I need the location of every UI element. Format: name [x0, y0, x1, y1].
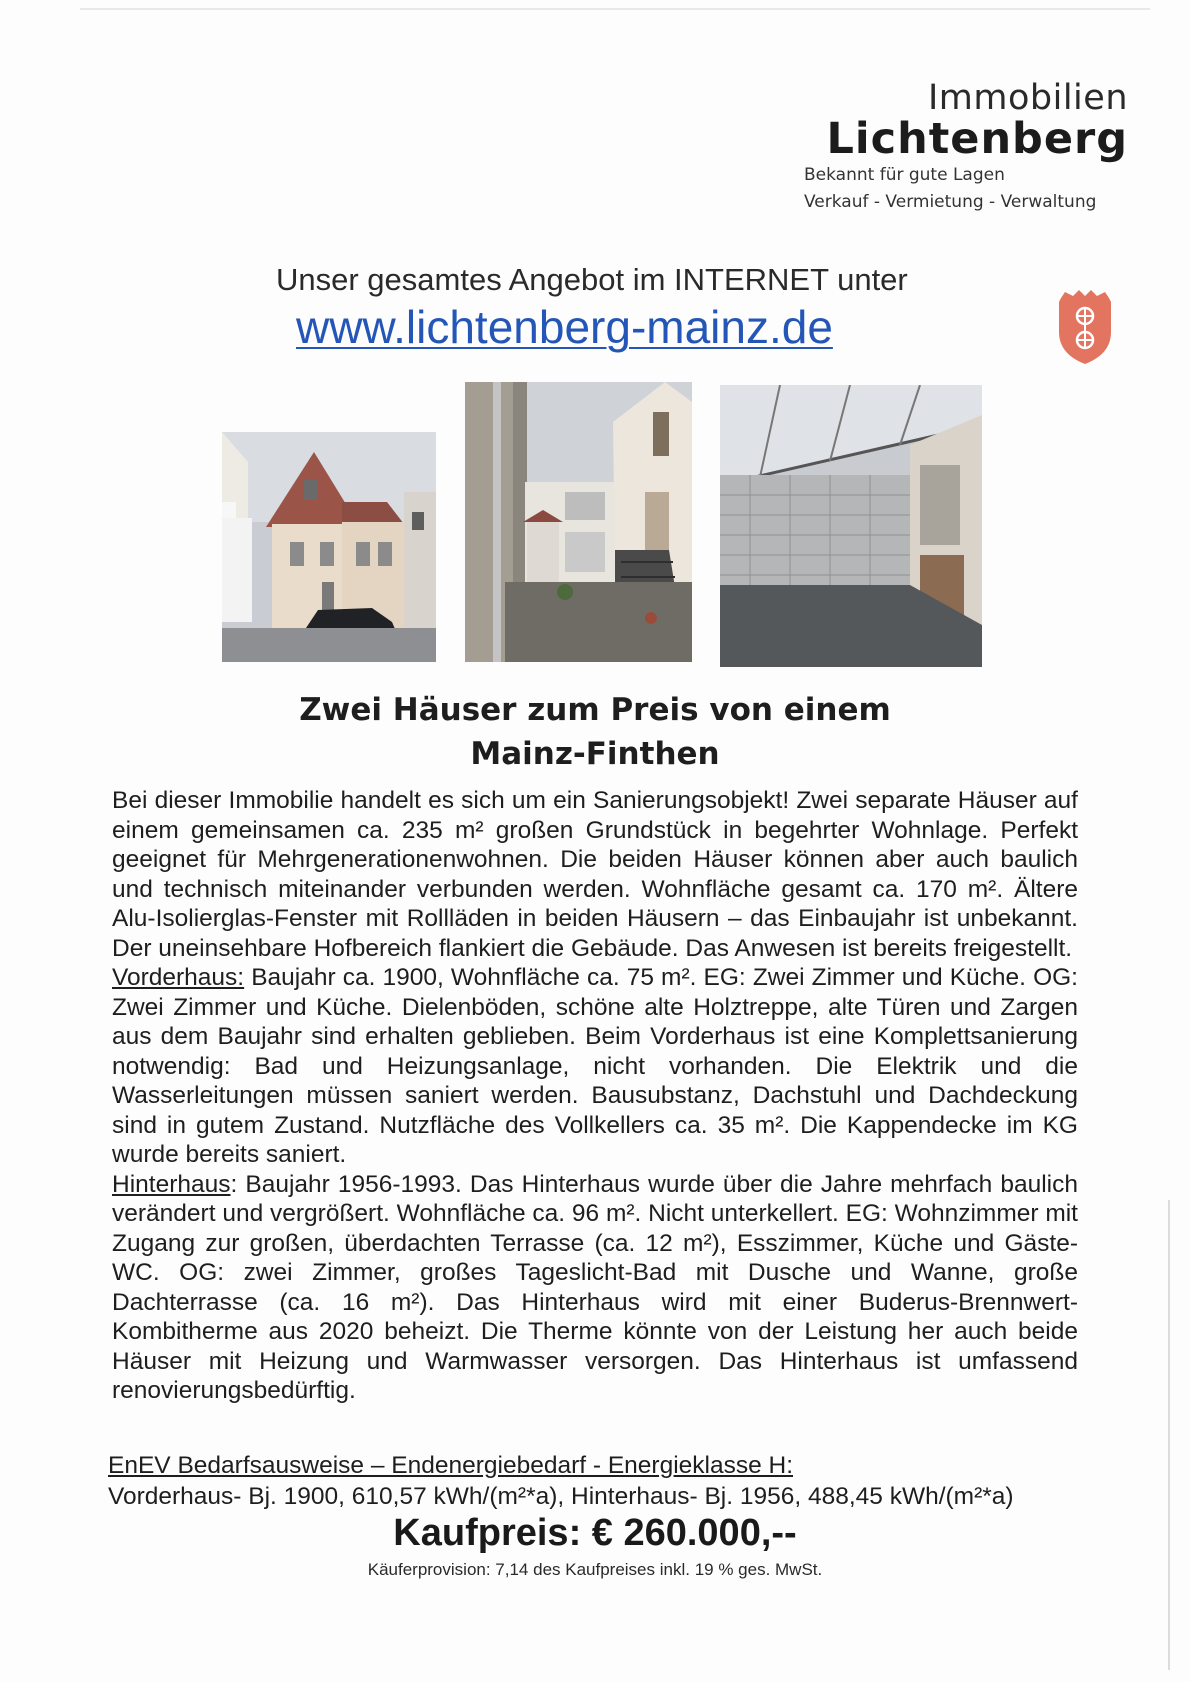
photo-covered-terrace — [720, 385, 982, 667]
buyer-commission: Käuferprovision: 7,14 des Kaufpreises inkl. 19 % ges. MwSt. — [367, 1560, 823, 1579]
website-link[interactable]: www.lichtenberg-mainz.de — [296, 301, 833, 353]
photo-front-house — [222, 432, 436, 662]
vorderhaus-label: Vorderhaus: — [112, 964, 245, 991]
vorderhaus-paragraph — [112, 963, 1078, 1170]
vorderhaus-text: Baujahr ca. 1900, Wohnfläche ca. 75 m². EG: Zwei Zimmer und Küche. OG: Zwei Zimmer und Küche. Dielenböden, schöne alte Holztreppe, alte Türen und Zargen aus dem Baujahr sind erhalten geblieben. Beim Vorderhaus ist eine Komplettsanierung notwendig: Bad und Heizungsanlage, nicht vorhanden. Die Elektrik und die Wasserleitungen müssen saniert werden. Bausubstanz, Dachstuhl und Dachdeckung sind in gutem Zustand. Nutzfläche des Vollkellers ca. 35 m². Die Kappendecke im KG wurde bereits saniert. — [112, 964, 1078, 1168]
property-description — [112, 786, 1078, 1406]
logo-tagline-2: Verkauf - Vermietung - Verwaltung — [804, 192, 1097, 212]
hinterhaus-text: : Baujahr 1956-1993. Das Hinterhaus wurde über die Jahre mehrfach baulich verändert und vergrößert. Wohnfläche ca. 96 m². Nicht unterkellert. EG: Wohnzimmer mit Zugang zur großen, überdachten Terrasse (ca. 12 m²), Esszimmer, Küche und Gäste-WC. OG: zwei Zimmer, großes Tageslicht-Bad mit Dusche und Wanne, große Dachterrasse (ca. 16 m²). Das Hinterhaus wird mit einer Buderus-Brennwert-Kombitherme aus 2020 beheizt. Die Therme könnte von der Leistung her auch beide Häuser mit Heizung und Warmwasser versorgen. Das Hinterhaus ist umfassend renovierungsbedürftig. — [112, 1170, 1078, 1404]
logo-tagline-1: Bekannt für gute Lagen — [804, 165, 1005, 185]
logo-brand-text: Lichtenberg — [826, 114, 1128, 164]
scan-edge — [1168, 1200, 1170, 1670]
headline-location: Mainz-Finthen — [470, 736, 720, 772]
internet-intro: Unser gesamtes Angebot im INTERNET unter — [276, 262, 908, 297]
company-logo — [768, 78, 1128, 216]
photo-courtyard — [465, 382, 692, 662]
energy-heading: EnEV Bedarfsausweise – Endenergiebedarf - Energieklasse H: — [108, 1452, 794, 1479]
description-intro: Bei dieser Immobilie handelt es sich um ein Sanierungsobjekt! Zwei separate Häuser auf einem gemeinsamen ca. 235 m² großen Grundstück in begehrter Wohnlage. Perfekt geeignet für Mehrgenerationenwohnen. Die beiden Häuser können aber auch baulich und technisch miteinander verbunden werden. Wohnfläche gesamt ca. 170 m². Ältere Alu-Isolierglas-Fenster mit Rollläden in beiden Häusern – das Einbaujahr ist unbekannt. Der uneinsehbare Hofbereich flankiert die Gebäude. Das Anwesen ist bereits freigestellt. — [112, 787, 1078, 962]
purchase-price: Kaufpreis: € 260.000,-- — [393, 1512, 797, 1554]
headline-title: Zwei Häuser zum Preis von einem — [299, 692, 891, 728]
hinterhaus-paragraph — [112, 1170, 1078, 1406]
scan-edge — [80, 8, 1150, 10]
mainz-wheel-coat-of-arms-icon — [1055, 288, 1115, 366]
energy-certificate — [108, 1450, 1088, 1512]
energy-values: Vorderhaus- Bj. 1900, 610,57 kWh/(m²*a), Hinterhaus- Bj. 1956, 488,45 kWh/(m²*a) — [108, 1483, 1014, 1510]
headline — [150, 688, 1040, 776]
logo-immobilien-text: Immobilien — [927, 78, 1128, 118]
hinterhaus-label: Hinterhaus — [112, 1170, 231, 1198]
